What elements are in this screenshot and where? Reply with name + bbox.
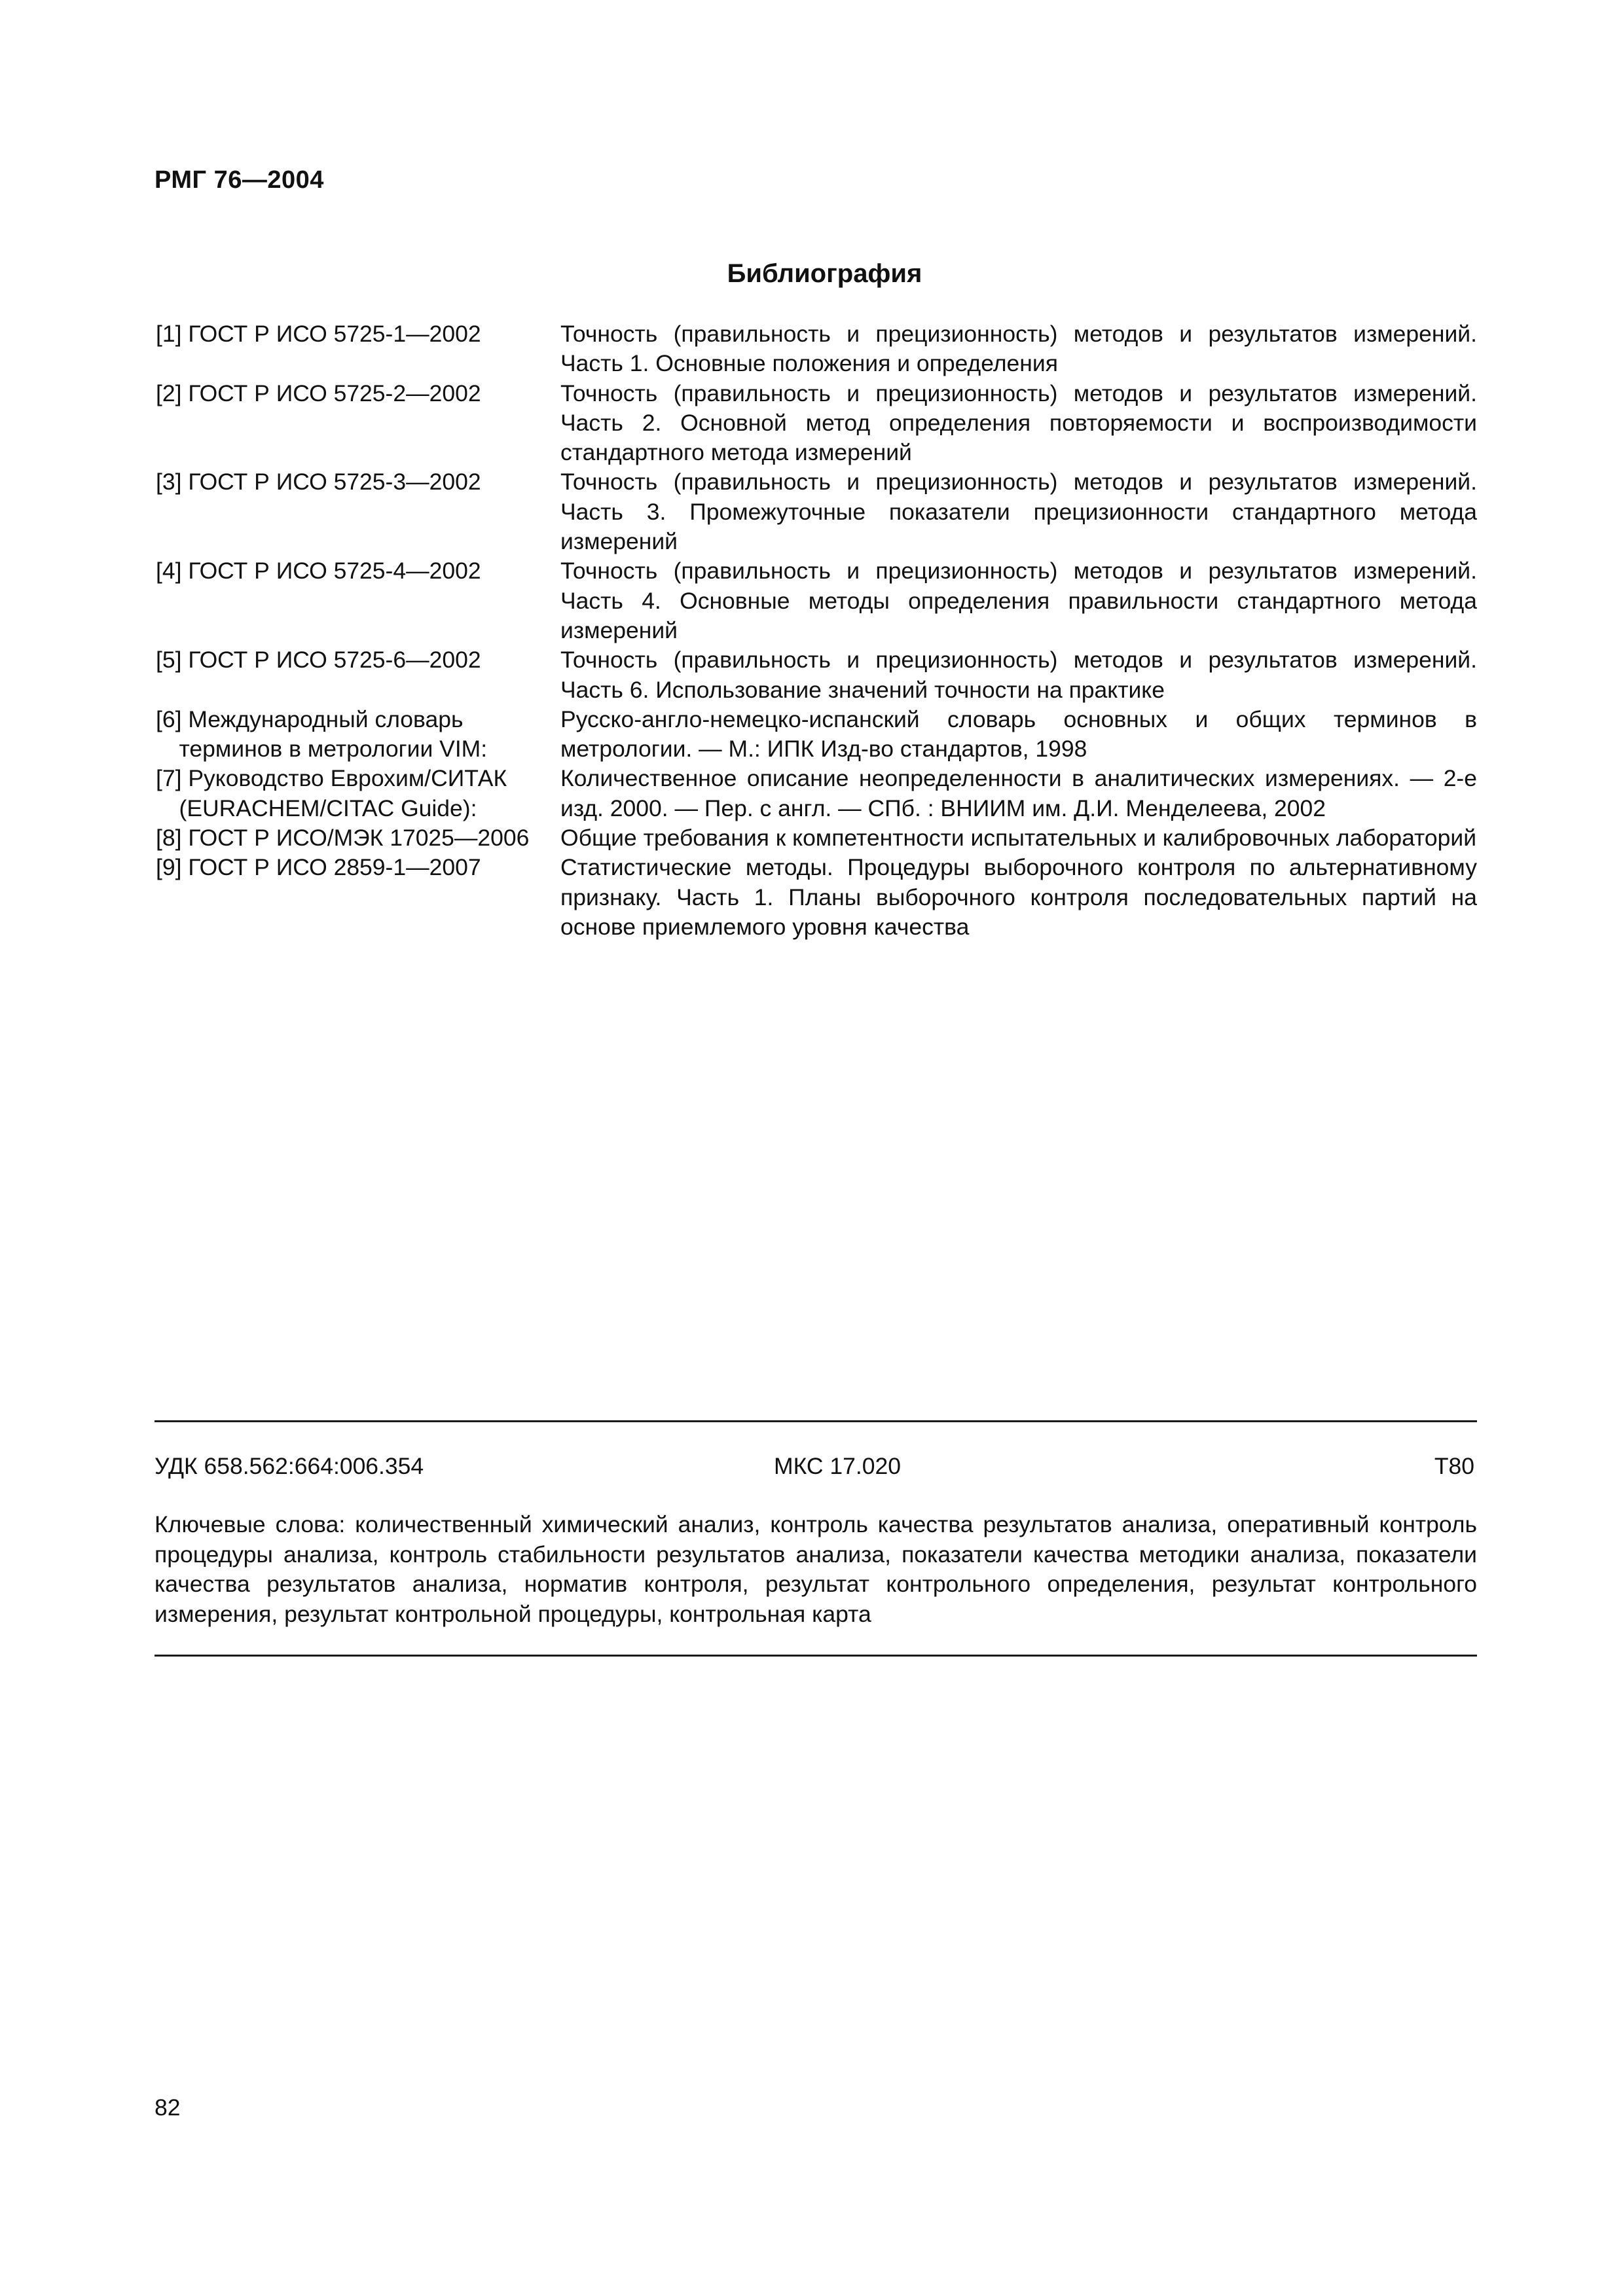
bibliography-ref: [7] Руководство Еврохим/СИТАК (EURACHEM/CITAC Guide):: [156, 765, 507, 821]
bibliography-entry: [156, 319, 1477, 379]
bibliography-entry: [156, 645, 1477, 705]
bibliography-entry: [156, 823, 1477, 853]
bibliography-ref: [2] ГОСТ Р ИСО 5725-2—2002: [156, 380, 481, 406]
bibliography-description: Общие требования к компетентности испытательных и калибровочных лабораторий: [560, 825, 1477, 852]
bottom-divider: [155, 1655, 1477, 1657]
bibliography-entry: [156, 705, 1477, 764]
bibliography-description: Точность (правильность и прецизионность) методов и результатов измерений. Часть 1. Основные положения и определения: [560, 321, 1477, 377]
mks-code: МКС 17.020: [774, 1453, 901, 1479]
bibliography-description: Количественное описание неопределенности в аналитических измерениях. — 2-е изд. 2000. — Пер. с англ. — СПб. : ВНИИМ им. Д.И. Менделеева, 2002: [560, 765, 1477, 821]
bibliography-ref: [8] ГОСТ Р ИСО/МЭК 17025—2006: [156, 825, 530, 852]
classification-row: [155, 1453, 1477, 1486]
bibliography-entry: [156, 764, 1477, 823]
bibliography-entry: [156, 556, 1477, 645]
bibliography-ref: [5] ГОСТ Р ИСО 5725-6—2002: [156, 647, 481, 673]
bibliography-entry: [156, 467, 1477, 556]
document-code: РМГ 76—2004: [155, 166, 324, 194]
bibliography-description: Точность (правильность и прецизионность) методов и результатов измерений. Часть 2. Основной метод определения повторяемости и воспроизводимости стандартного метода измерений: [560, 380, 1477, 466]
bibliography-title: Библиография: [727, 259, 922, 288]
bibliography-description: Точность (правильность и прецизионность) методов и результатов измерений. Часть 4. Основные методы определения правильности стандартного метода измерений: [560, 558, 1477, 643]
bibliography-description: Русско-англо-немецко-испанский словарь основных и общих терминов в метрологии. — М.: ИПК Изд-во стандартов, 1998: [560, 706, 1477, 762]
bibliography-list: [156, 319, 1477, 942]
udk-code: УДК 658.562:664:006.354: [155, 1453, 424, 1479]
bibliography-entry: [156, 379, 1477, 468]
bibliography-description: Точность (правильность и прецизионность) методов и результатов измерений. Часть 3. Промежуточные показатели прецизионности стандартного метода измерений: [560, 469, 1477, 555]
bibliography-ref: [4] ГОСТ Р ИСО 5725-4—2002: [156, 558, 481, 584]
bibliography-ref: [1] ГОСТ Р ИСО 5725-1—2002: [156, 321, 481, 347]
top-divider: [155, 1420, 1477, 1422]
bibliography-ref: [9] ГОСТ Р ИСО 2859-1—2007: [156, 854, 481, 881]
bibliography-ref: [3] ГОСТ Р ИСО 5725-3—2002: [156, 469, 481, 495]
bibliography-description: Статистические методы. Процедуры выборочного контроля по альтернативному признаку. Часть 1. Планы выборочного контроля последовательных партий на основе приемлемого уровня качества: [560, 854, 1477, 940]
bibliography-ref: [6] Международный словарь терминов в метрологии VIM:: [156, 706, 488, 762]
bibliography-entry: [156, 853, 1477, 942]
bibliography-description: Точность (правильность и прецизионность) методов и результатов измерений. Часть 6. Использование значений точности на практике: [560, 647, 1477, 703]
keywords-paragraph: Ключевые слова: количественный химический анализ, контроль качества результатов анализа, оперативный контроль процедуры анализа, контроль стабильности результатов анализа, показатели качества методики анализа, показатели качества результатов анализа, норматив контроля, результат контрольного определения, результат контрольного измерения, результат контрольной процедуры, контрольная карта: [155, 1511, 1477, 1627]
page-number: 82: [155, 2094, 181, 2121]
okstu-code: Т80: [1434, 1453, 1474, 1479]
